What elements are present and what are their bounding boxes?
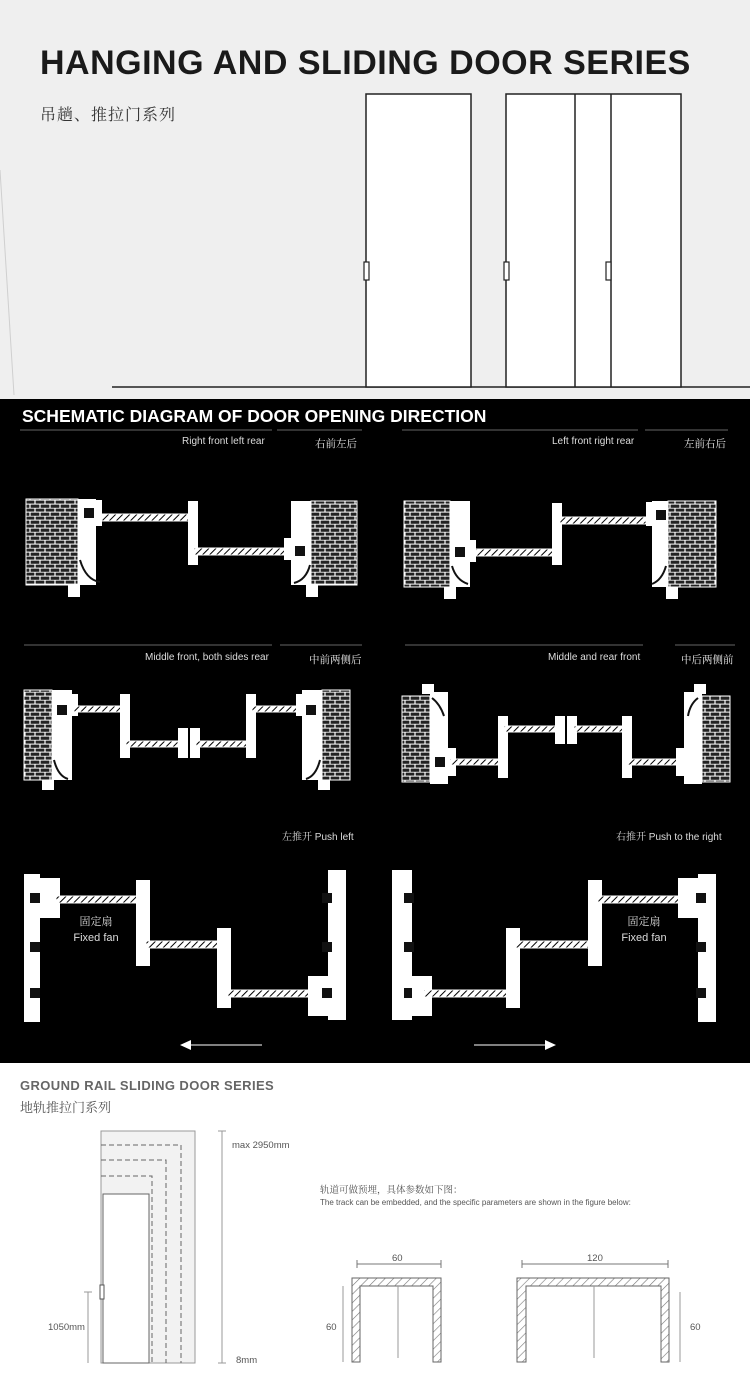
ground-rail-title: GROUND RAIL SLIDING DOOR SERIES — [20, 1078, 275, 1093]
ground-rail-section — [0, 1063, 750, 1391]
fixed-fan-label-right — [614, 914, 674, 946]
option-label-en: Middle front, both sides rear — [145, 652, 269, 663]
track-single-width: 60 — [392, 1253, 403, 1264]
page-subtitle-cn: 吊趟、推拉门系列 — [40, 107, 177, 124]
option-label-en: Middle and rear front — [548, 652, 641, 663]
diagram-middle-rear-front — [402, 684, 730, 784]
single-sliding-door — [364, 94, 471, 387]
option-label-en: Left front right rear — [552, 436, 635, 447]
diagram-middle-front-sides-rear — [24, 690, 350, 790]
fixed-fan-en: Fixed fan — [621, 932, 667, 944]
track-note-en: The track can be embedded, and the specific parameters are shown in the figure below: — [320, 1198, 631, 1207]
track-single-drawing — [343, 1260, 441, 1362]
diagram-right-front-left-rear — [26, 499, 357, 597]
diagram-push-right — [392, 870, 716, 1050]
track-note-cn: 轨道可做预埋，具体参数如下图： — [320, 1185, 463, 1196]
page-title: HANGING AND SLIDING DOOR SERIES — [40, 44, 691, 82]
fixed-fan-cn: 固定扇 — [79, 916, 113, 928]
ground-rail-subtitle-cn: 地轨推拉门系列 — [20, 1100, 112, 1115]
gap-label: 8mm — [236, 1355, 258, 1366]
fixed-fan-label-left — [66, 914, 126, 946]
track-double-width: 120 — [587, 1253, 603, 1264]
fixed-fan-cn: 固定扇 — [627, 916, 661, 928]
handle-height-label: 1050mm — [48, 1322, 85, 1333]
double-sliding-door — [504, 94, 681, 387]
fixed-fan-en: Fixed fan — [73, 932, 119, 944]
option-label-cn: 右前左后 — [315, 438, 357, 450]
push-right-label: 右推开 Push to the right — [616, 832, 722, 843]
option-label-cn: 中前两侧后 — [309, 654, 362, 666]
track-double-height: 60 — [690, 1322, 701, 1333]
option-label-en: Right front left rear — [182, 436, 265, 447]
option-label-cn: 左前右后 — [684, 438, 726, 450]
push-left-label: 左推开 Push left — [282, 832, 354, 843]
diagram-left-front-right-rear — [404, 501, 716, 599]
diagram-push-left — [24, 870, 346, 1050]
track-double-drawing — [517, 1260, 680, 1362]
max-height-label: max 2950mm — [232, 1140, 290, 1151]
schematic-section — [0, 399, 750, 1063]
track-single-height: 60 — [326, 1322, 337, 1333]
ground-rail-door-drawing — [84, 1131, 226, 1363]
schematic-title: SCHEMATIC DIAGRAM OF DOOR OPENING DIRECTION — [22, 406, 487, 426]
option-label-cn: 中后两侧前 — [681, 654, 734, 666]
